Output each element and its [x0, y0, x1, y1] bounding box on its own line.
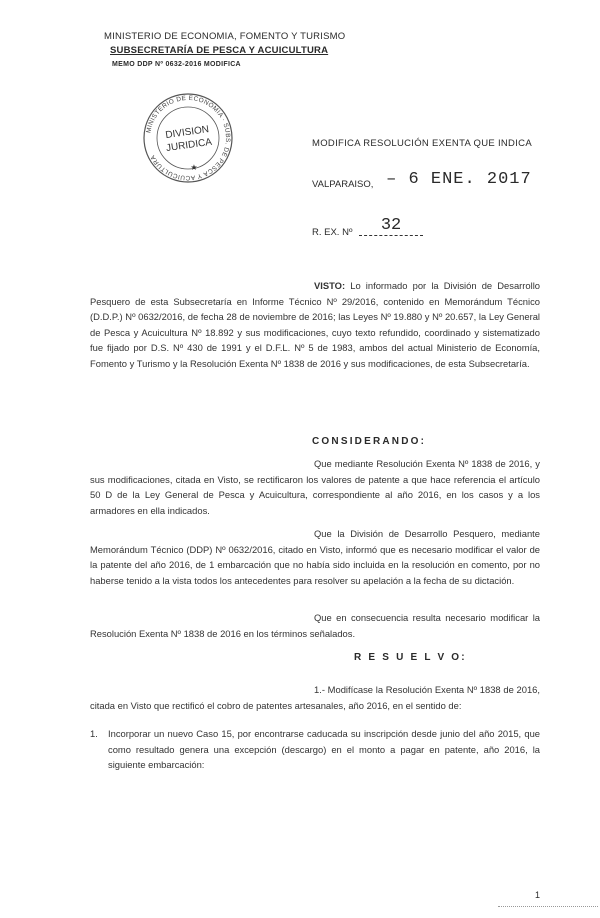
stamp-ring-text: MINISTERIO DE ECONOMIA · SUBS. DE PESCA Y ACUICULTURA: [145, 94, 232, 182]
resuelvo-heading: R E S U E L V O:: [354, 652, 467, 663]
stamp-line-2: JURIDICA: [165, 136, 213, 155]
document-subject: MODIFICA RESOLUCIÓN EXENTA QUE INDICA: [312, 138, 532, 149]
place-label: VALPARAISO,: [312, 179, 374, 190]
stamped-date: – 6 ENE. 2017: [386, 170, 532, 189]
resolution-number-line: [312, 216, 423, 242]
subsecretaria-name: SUBSECRETARÍA DE PESCA Y ACUICULTURA: [110, 45, 329, 56]
item-text: Incorporar un nuevo Caso 15, por encontrarse caducada su inscripción desde junio del año 2015, que como resultado genera una excepción (descargo) en el monto a pagar en patente, año 2016, la siguiente embarcación:: [108, 728, 540, 770]
resuelvo-intro: 1.- Modifícase la Resolución Exenta Nº 1838 de 2016, citada en Visto que rectificó el cobro de patentes artesanales, año 2016, en el sentido de:: [90, 684, 540, 711]
ministry-name: MINISTERIO DE ECONOMIA, FOMENTO Y TURISMO: [104, 31, 346, 42]
letterhead: [104, 30, 345, 72]
visto-text: Lo informado por la División de Desarrollo Pesquero de esta Subsecretaría en Informe Técnico Nº 29/2016, contenido en Memorándum Técnico (D.D.P.) Nº 0632/2016, de fecha 28 de noviembre de 2016; las Leyes Nº 19.880 y Nº 20.657, la Ley General de Pesca y Acuicultura Nº 18.892 y sus modificaciones, cuyo texto refundido, coordinado y sistematizado fue fijado por D.S. Nº 430 de 1991 y el D.F.L. Nº 5 de 1983, ambos del actual Ministerio de Economía, Fomento y Turismo y la Resolución Exenta Nº 1838 de 2016 y sus modificaciones, de esta Subsecretaría.: [90, 280, 540, 369]
memo-reference: MEMO DDP Nº 0632-2016 MODIFICA: [112, 61, 241, 68]
svg-text:MINISTERIO DE ECONOMIA · SUBS.: [145, 95, 231, 181]
page-number: 1: [535, 890, 541, 900]
resolution-label: R. EX. Nº: [312, 227, 353, 238]
stamp-star-icon: ★: [190, 163, 198, 172]
date-line: [312, 170, 532, 193]
item-number: 1.: [90, 728, 98, 739]
resuelvo-items: [90, 726, 540, 773]
visto-paragraph: [90, 278, 540, 371]
visto-label: VISTO:: [314, 280, 346, 291]
resolution-number: 32: [359, 216, 423, 236]
list-item: [90, 726, 540, 773]
stamp-line-1: DIVISION: [164, 124, 210, 142]
items-list: [90, 726, 540, 773]
considerando-paragraph-1: Que mediante Resolución Exenta Nº 1838 de 2016, y sus modificaciones, citada en Visto, se rectificaron los valores de patente a que hace referencia el artículo 50 D de la Ley General de Pesca y Acuicultura, correspondiente al año 2016, en los casos y a los armadores en ella indicados.: [90, 458, 540, 516]
footer-divider: [498, 906, 598, 910]
considerando-heading: CONSIDERANDO:: [312, 436, 427, 447]
considerando-paragraph-2: Que la División de Desarrollo Pesquero, mediante Memorándum Técnico (DDP) Nº 0632/2016, citado en Visto, informó que es necesario modificar el valor de la patente del año 2016, de 1 embarcación que no había sido incluida en la resolución en comento, por no haberse tenido a la vista todos los antecedentes para resolver su apelación a la fecha de su dictación.: [90, 528, 540, 586]
division-juridica-stamp: [138, 92, 238, 184]
considerando-paragraph-3: Que en consecuencia resulta necesario modificar la Resolución Exenta Nº 1838 de 2016 en los términos señalados.: [90, 612, 540, 639]
